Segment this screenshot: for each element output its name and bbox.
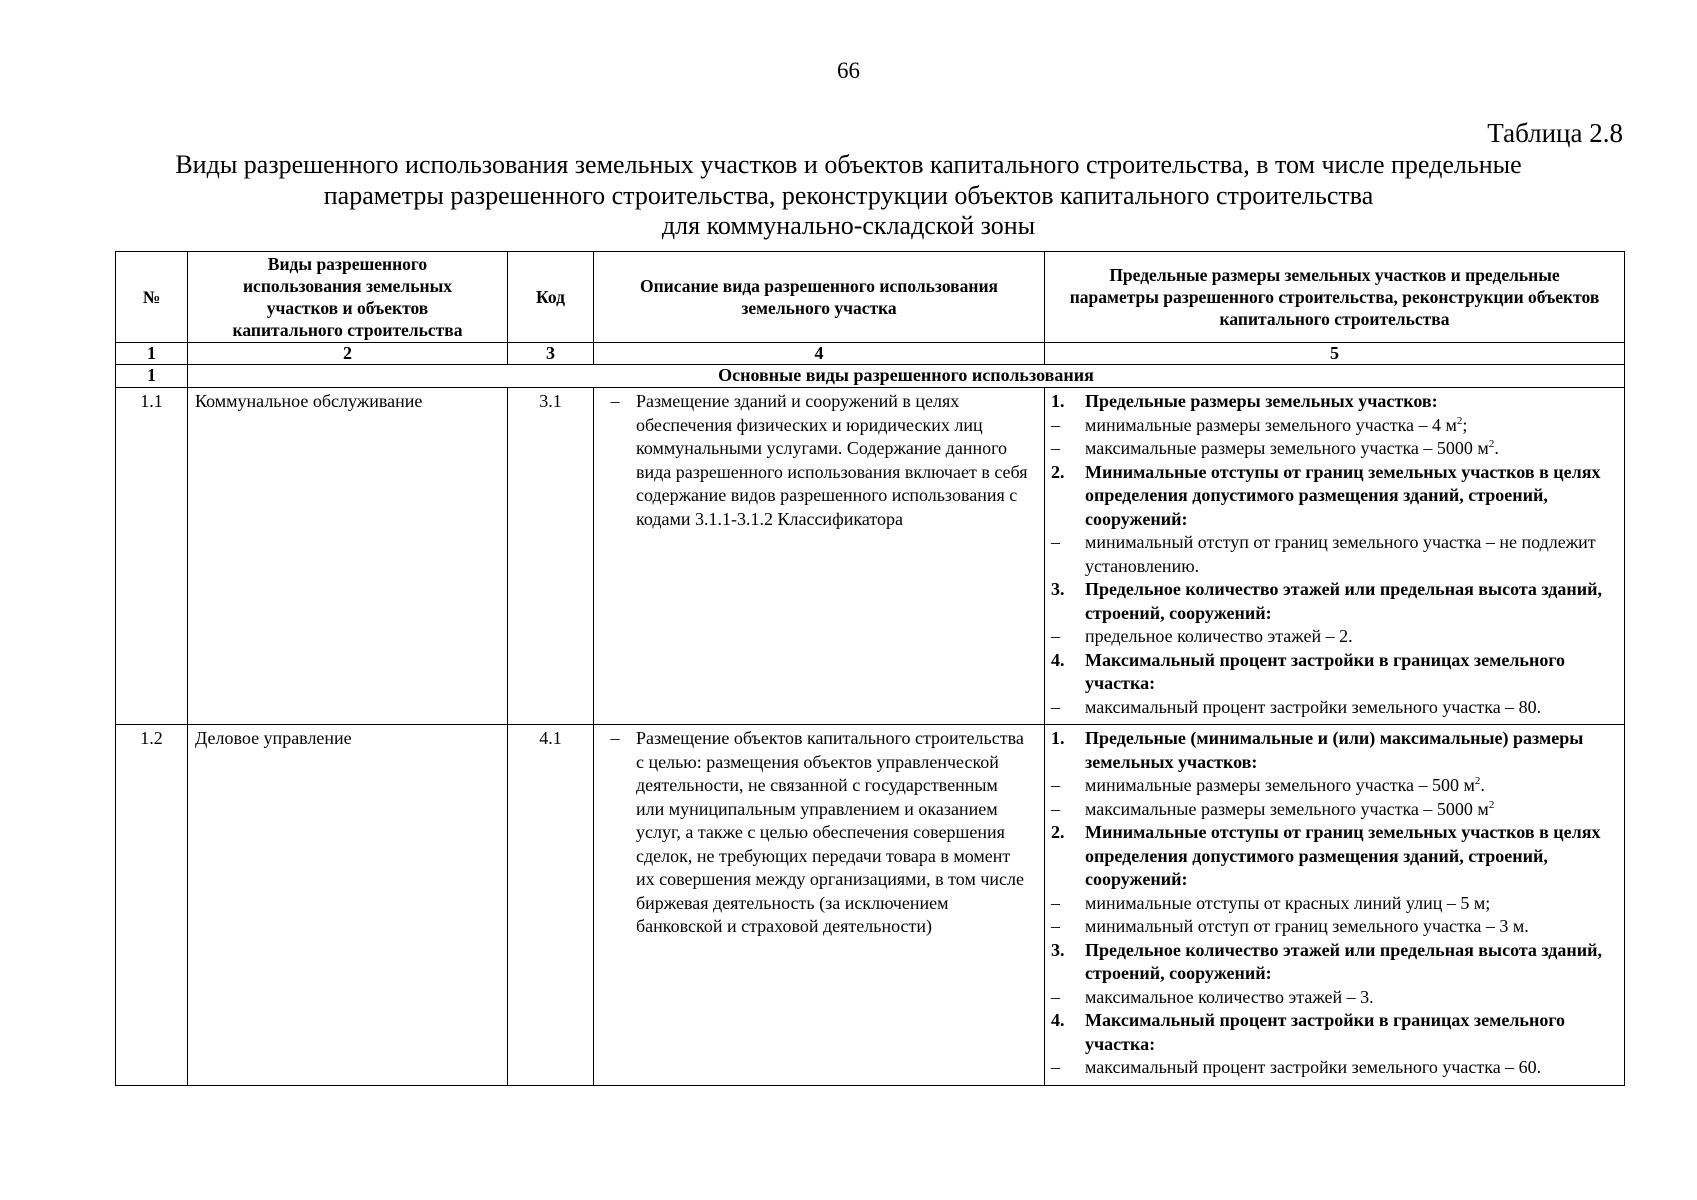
param-marker: – <box>1051 532 1060 552</box>
section-no: 1 <box>116 365 188 388</box>
param-text: минимальный отступ от границ земельного участка – 3 м. <box>1085 916 1529 936</box>
param-item <box>1045 798 1624 822</box>
col-number: 2 <box>188 343 508 365</box>
row-code: 3.1 <box>508 388 594 725</box>
row-name: Деловое управление <box>188 725 508 1086</box>
param-item <box>1045 915 1624 939</box>
param-item <box>1045 531 1624 578</box>
superscript: 2 <box>1488 798 1495 811</box>
param-text: максимальные размеры земельного участка – 5000 $м^2$. <box>1085 438 1499 458</box>
param-marker: 2. <box>1051 461 1065 482</box>
param-marker: – <box>1051 626 1060 646</box>
param-heading <box>1045 727 1624 774</box>
superscript: 2 <box>1456 414 1463 427</box>
param-item <box>1045 774 1624 798</box>
param-marker: 3. <box>1051 579 1065 599</box>
col-number: 3 <box>508 343 594 365</box>
column-numbers-row <box>116 343 1625 365</box>
land-use-table <box>115 251 1625 1086</box>
row-no: 1.1 <box>116 388 188 725</box>
superscript: 2 <box>1488 438 1495 450</box>
header-desc: Описание вида разрешенного использования земельного участка <box>594 252 1045 343</box>
param-text: предельное количество этажей – 2. <box>1085 626 1353 646</box>
param-heading <box>1045 1009 1624 1056</box>
col-number: 5 <box>1045 343 1625 365</box>
page-number: 66 <box>837 58 860 83</box>
param-marker: – <box>1051 414 1060 435</box>
param-text: минимальные отступы от красных линий улиц – 5 м; <box>1085 892 1491 913</box>
param-marker: – <box>1051 798 1060 819</box>
param-heading <box>1045 461 1624 532</box>
table-row <box>116 388 1625 725</box>
param-text: Максимальный процент застройки в границах земельного участка: <box>1085 649 1566 693</box>
param-text: Максимальный процент застройки в границах земельного участка: <box>1085 1010 1566 1054</box>
table-row <box>116 725 1625 1086</box>
param-item <box>1045 892 1624 916</box>
param-text: максимальный процент застройки земельного участка – 60. <box>1085 1057 1542 1077</box>
param-heading <box>1045 390 1624 414</box>
row-params <box>1045 388 1625 725</box>
header-code: Код <box>508 252 594 343</box>
param-marker: – <box>1051 916 1060 936</box>
param-heading <box>1045 578 1624 625</box>
table-title <box>60 150 1637 242</box>
section-row <box>116 365 1625 388</box>
param-text: Предельное количество этажей или предельная высота зданий, строений, сооружений: <box>1085 939 1603 983</box>
param-marker: – <box>1051 775 1060 795</box>
row-params <box>1045 725 1625 1086</box>
param-text: Предельное количество этажей или предельная высота зданий, строений, сооружений: <box>1085 579 1603 623</box>
param-text: минимальный отступ от границ земельного участка – не подлежит установлению. <box>1085 532 1596 576</box>
param-marker: 3. <box>1051 939 1065 960</box>
row-name: Коммунальное обслуживание <box>188 388 508 725</box>
row-description <box>594 388 1045 725</box>
title-line: Виды разрешенного использования земельных участков и объектов капитального строительства, в том числе предельные <box>175 150 1522 179</box>
superscript: 2 <box>1474 775 1481 787</box>
param-item <box>1045 414 1624 438</box>
param-marker: 4. <box>1051 649 1065 670</box>
param-marker: 2. <box>1051 822 1065 842</box>
param-marker: – <box>1051 892 1060 913</box>
param-text: Минимальные отступы от границ земельных участков в целях определения допустимого размещения зданий, строений, сооружений: <box>1085 822 1601 889</box>
param-text: минимальные размеры земельного участка – 4 $м^2$; <box>1085 414 1468 435</box>
param-text: максимальные размеры земельного участка – 5000 $м^2$ <box>1085 798 1495 819</box>
param-text: Минимальные отступы от границ земельных участков в целях определения допустимого размещения зданий, строений, сооружений: <box>1085 461 1601 529</box>
table-label: Таблица 2.8 <box>1487 118 1623 148</box>
param-marker: – <box>1051 1057 1060 1077</box>
header-params: Предельные размеры земельных участков и предельные параметры разрешенного строительства, реконструкции объектов капитального строительства <box>1045 252 1625 343</box>
param-heading <box>1045 939 1624 986</box>
param-item <box>1045 696 1624 720</box>
row-no: 1.2 <box>116 725 188 1086</box>
section-title: Основные виды разрешенного использования <box>188 365 1625 388</box>
header-kind: Виды разрешенного использования земельных участков и объектов капитального строительства <box>188 252 508 343</box>
col-number: 4 <box>594 343 1045 365</box>
param-marker: – <box>1051 696 1060 717</box>
param-marker: – <box>1051 986 1060 1007</box>
title-line: для коммунально-складской зоны <box>661 211 1036 240</box>
param-marker: 4. <box>1051 1010 1065 1030</box>
param-heading <box>1045 821 1624 892</box>
param-item <box>1045 437 1624 461</box>
dash-marker: – <box>610 391 620 411</box>
param-marker: – <box>1051 438 1060 458</box>
header-row <box>116 252 1625 343</box>
dash-marker: – <box>610 728 620 748</box>
header-no: № <box>116 252 188 343</box>
param-item <box>1045 986 1624 1010</box>
col-number: 1 <box>116 343 188 365</box>
param-item <box>1045 625 1624 649</box>
param-item <box>1045 1056 1624 1080</box>
param-marker: 1. <box>1051 728 1065 748</box>
title-line: параметры разрешенного строительства, реконструкции объектов капитального строительства <box>323 180 1374 210</box>
param-text: Предельные размеры земельных участков: <box>1085 391 1438 411</box>
description-text: Размещение объектов капитального строительства с целью: размещения объектов управленческой деятельности, не связанной с государственным или муниципальным управлением и оказанием услуг, а также с целью обеспечения совершения сделок, не требующих передачи товара в момент их совершения между организациями, в том числе биржевая деятельность (за исключением банковской и страховой деятельности) <box>636 728 1025 936</box>
param-text: минимальные размеры земельного участка – 500 $м^2$. <box>1085 775 1485 795</box>
param-marker: 1. <box>1051 391 1065 411</box>
param-text: максимальный процент застройки земельного участка – 80. <box>1085 696 1542 717</box>
param-text: Предельные (минимальные и (или) максимальные) размеры земельных участков: <box>1085 728 1584 772</box>
row-code: 4.1 <box>508 725 594 1086</box>
description-text: Размещение зданий и сооружений в целях обеспечения физических и юридических лиц коммунальными услугами. Содержание данного вида разрешенного использования включает в себя содержание видов разрешенного использования с кодами 3.1.1-3.1.2 Классификатора <box>636 391 1028 529</box>
row-description <box>594 725 1045 1086</box>
param-text: максимальное количество этажей – 3. <box>1085 986 1374 1007</box>
param-heading <box>1045 649 1624 696</box>
